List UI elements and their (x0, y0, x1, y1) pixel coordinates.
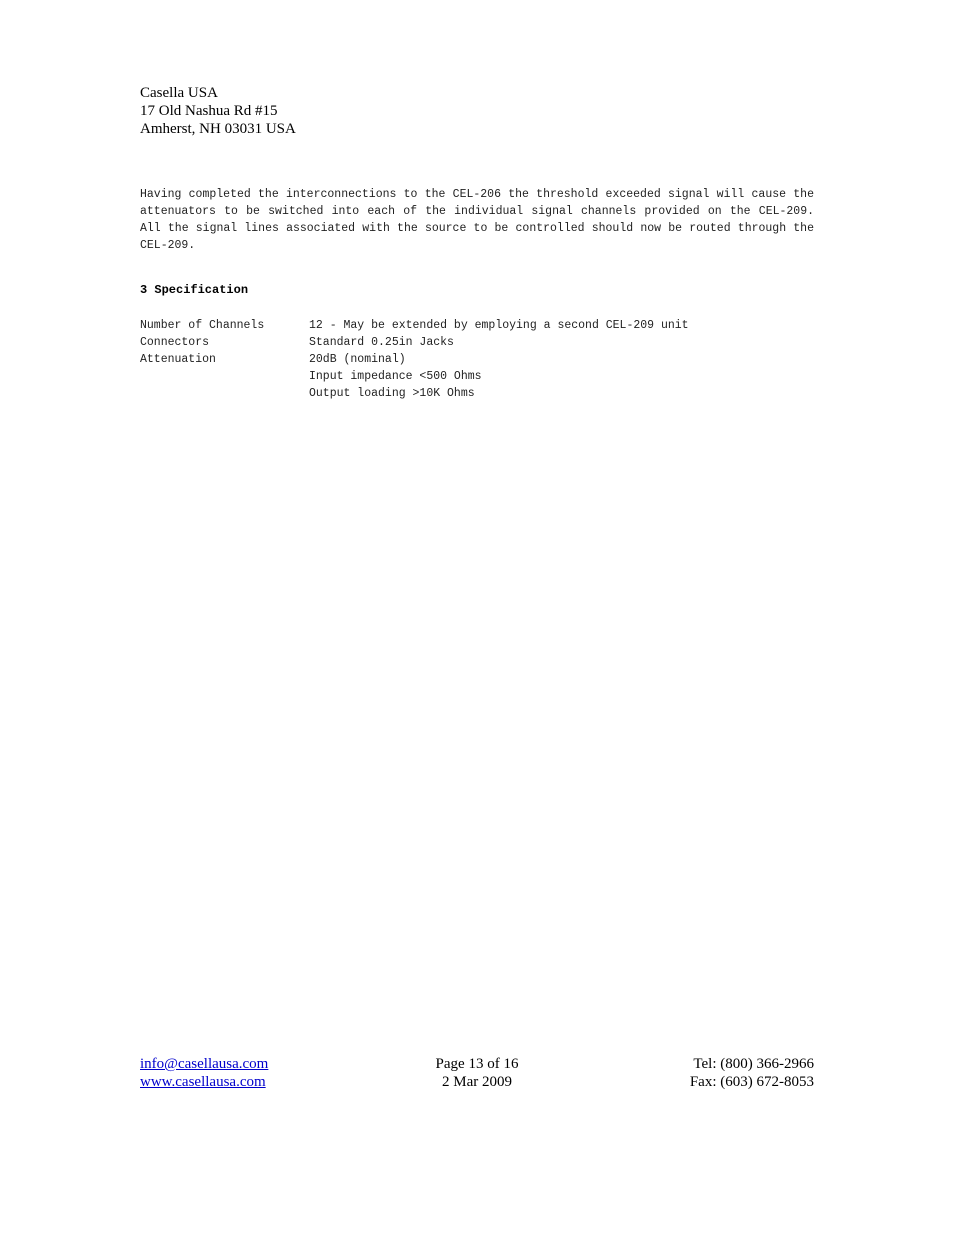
spec-row-channels (140, 317, 689, 334)
spec-value: 12 - May be extended by employing a second CEL-209 unit (309, 319, 689, 332)
spec-label: Connectors (140, 336, 210, 349)
email-link[interactable]: info@casellausa.com (140, 1056, 269, 1072)
specification-table (140, 317, 689, 402)
spec-value: Standard 0.25in Jacks (309, 336, 454, 349)
telephone-number: Tel: (800) 366-2966 (693, 1056, 814, 1072)
footer-contact (690, 1055, 814, 1091)
spec-label (140, 368, 309, 385)
spec-label: Attenuation (140, 353, 216, 366)
section-heading-specification: 3 Specification (140, 283, 249, 297)
body-paragraph: Having completed the interconnections to the CEL-206 the threshold exceeded signal will cause the attenuators to be switched into each of the individual signal channels provided on the CEL-209. All the signal lines associated with the source to be controlled should now be routed through the CEL-209. (140, 188, 814, 252)
address-line-city: Amherst, NH 03031 USA (140, 121, 296, 137)
spec-row-connectors (140, 334, 689, 351)
address-line-company: Casella USA (140, 85, 218, 101)
company-address (140, 84, 296, 138)
fax-number: Fax: (603) 672-8053 (689, 1074, 814, 1090)
website-link[interactable]: www.casellausa.com (140, 1074, 266, 1090)
spec-value: 20dB (nominal) (309, 353, 406, 366)
spec-value: Input impedance <500 Ohms (309, 370, 482, 383)
spec-label: Number of Channels (140, 319, 265, 332)
page-footer (140, 1055, 814, 1095)
footer-links (140, 1055, 268, 1091)
address-line-street: 17 Old Nashua Rd #15 (140, 103, 278, 119)
spec-row-attenuation (140, 351, 689, 368)
spec-label (140, 385, 309, 402)
spec-row-input-impedance (140, 368, 689, 385)
spec-value: Output loading >10K Ohms (309, 387, 475, 400)
page-number: Page 13 of 16 (435, 1056, 519, 1072)
document-date: 2 Mar 2009 (442, 1074, 512, 1090)
spec-row-output-loading (140, 385, 689, 402)
